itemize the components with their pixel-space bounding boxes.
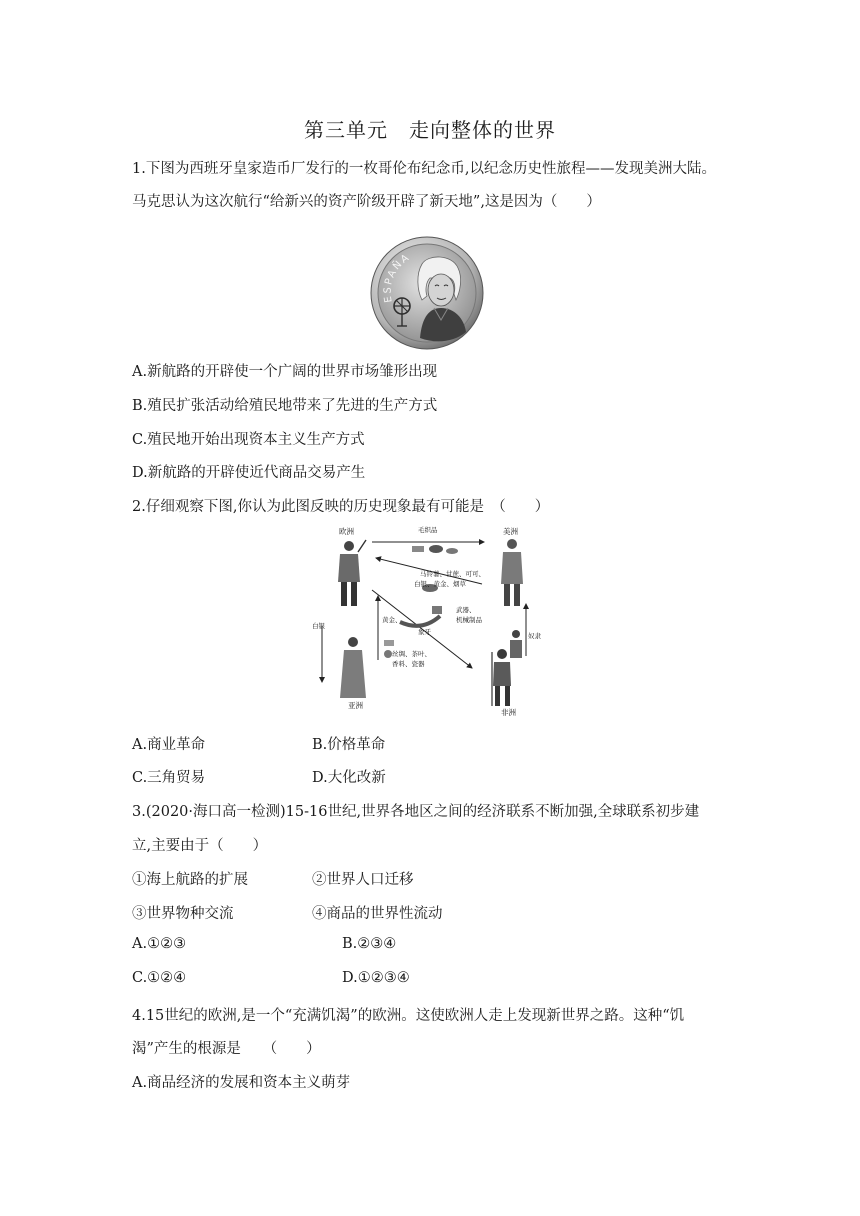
q3-item-1: ①海上航路的扩展 bbox=[132, 872, 248, 888]
q3-stem-line1: 3.(2020·海口高一检测)15-16世纪,世界各地区之间的经济联系不断加强,全球联系初步建 bbox=[132, 804, 700, 820]
label-goods2: 香料、瓷器 bbox=[392, 660, 425, 668]
q3-item-2: ②世界人口迁移 bbox=[312, 872, 414, 888]
q3-option-d: D.①②③④ bbox=[342, 970, 410, 986]
cloth-icon bbox=[412, 546, 424, 552]
q3-option-a: A.①②③ bbox=[132, 936, 187, 952]
label-silver: 白银 bbox=[312, 622, 325, 630]
vase-icon bbox=[384, 650, 392, 658]
q1-stem-line1: 1.下图为西班牙皇家造币厂发行的一枚哥伦布纪念币,以纪念历史性旅程——发现美洲大陆。 bbox=[132, 161, 716, 177]
label-crops2: 白银、黄金、烟草 bbox=[414, 580, 466, 588]
q2-option-d: D.大化改新 bbox=[312, 770, 386, 786]
q2-option-a: A.商业革命 bbox=[132, 737, 206, 753]
q3-item-3: ③世界物种交流 bbox=[132, 906, 234, 922]
label-weapons1: 武器、 bbox=[456, 606, 476, 614]
coin-lettering: ESPAÑA bbox=[382, 251, 413, 304]
columbus-coin-image bbox=[370, 236, 484, 350]
label-gold: 黄金、 bbox=[382, 616, 402, 624]
label-woolens: 毛织品 bbox=[418, 526, 438, 534]
potato-icon bbox=[429, 545, 443, 553]
american-figure bbox=[501, 539, 523, 606]
q1-stem-line2: 马克思认为这次航行“给新兴的资产阶级开辟了新天地”,这是因为（ ） bbox=[132, 194, 601, 210]
q3-stem-line2: 立,主要由于（ ） bbox=[132, 838, 268, 854]
q4-option-a: A.商品经济的发展和资本主义萌芽 bbox=[132, 1075, 351, 1091]
leaf-icon bbox=[446, 548, 458, 554]
q2-option-b: B.价格革命 bbox=[312, 737, 386, 753]
q2-stem: 2.仔细观察下图,你认为此图反映的历史现象最有可能是 （ ） bbox=[132, 499, 550, 515]
european-figure bbox=[338, 540, 366, 606]
q4-stem-line1: 4.15世纪的欧洲,是一个“充满饥渴”的欧洲。这使欧洲人走上发现新世界之路。这种“饥 bbox=[132, 1008, 685, 1024]
label-africa: 非洲 bbox=[501, 708, 516, 717]
african-figure bbox=[492, 630, 522, 706]
coin-illustration bbox=[370, 236, 484, 350]
q1-option-c: C.殖民地开始出现资本主义生产方式 bbox=[132, 432, 365, 448]
q1-option-a: A.新航路的开辟使一个广阔的世界市场雏形出现 bbox=[132, 364, 438, 380]
q3-option-c: C.①②④ bbox=[132, 970, 187, 986]
triangle-trade-diagram bbox=[312, 522, 541, 718]
asian-figure bbox=[340, 637, 366, 698]
label-crops1: 马铃薯、甘蔗、可可、 bbox=[420, 570, 485, 578]
label-slaves: 奴隶 bbox=[528, 632, 541, 640]
label-america: 美洲 bbox=[503, 527, 518, 536]
weapon-icon bbox=[432, 606, 442, 614]
q1-option-b: B.殖民扩张活动给殖民地带来了先进的生产方式 bbox=[132, 398, 438, 414]
ivory-icon bbox=[400, 616, 440, 626]
q1-option-d: D.新航路的开辟使近代商品交易产生 bbox=[132, 465, 366, 481]
q3-option-b: B.②③④ bbox=[342, 936, 397, 952]
silk-icon bbox=[384, 640, 394, 646]
unit-title: 第三单元 走向整体的世界 bbox=[304, 118, 556, 142]
label-asia: 亚洲 bbox=[348, 701, 363, 710]
q2-option-c: C.三角贸易 bbox=[132, 770, 206, 786]
label-ivory: 象牙 bbox=[418, 628, 431, 636]
q3-item-4: ④商品的世界性流动 bbox=[312, 906, 443, 922]
label-weapons2: 机械制品 bbox=[456, 616, 482, 624]
label-goods1: 丝绸、茶叶、 bbox=[392, 650, 431, 658]
label-europe: 欧洲 bbox=[339, 527, 354, 536]
q4-stem-line2: 渴”产生的根源是 （ ） bbox=[132, 1041, 321, 1057]
